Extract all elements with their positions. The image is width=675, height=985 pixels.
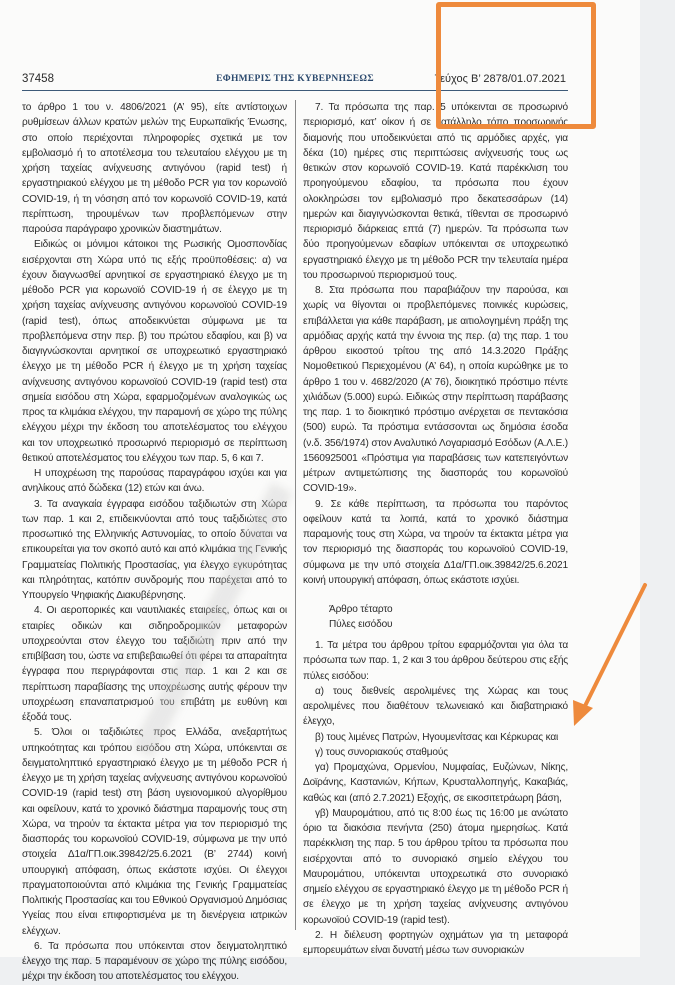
page-number: 37458 bbox=[22, 73, 54, 85]
paragraph: α) τους διεθνείς αερολιμένες της Χώρας και τους αερολιμένες που διαθέτουν τελωνειακό και διαβατηριακό έλεγχο, bbox=[303, 685, 568, 728]
article-title: Πύλες εισόδου bbox=[329, 619, 393, 630]
paragraph: 3. Τα αναγκαία έγγραφα εισόδου ταξιδιωτών στη Χώρα των παρ. 1 και 2, επιδεικνύονται από τους ταξιδιώτες στο προσωπικό της Ελληνικής Αστυνομίας, το οποίο δύναται να επικουρείται για τον σκοπό αυτό και από κλιμάκια της Γενικής Γραμματείας Πολιτικής Προστασίας, για έλεγχο εγκυρότητας και πληρότητας, κατόπιν συνδρομής που παρέχεται από το Υπουργείο Ψηφιακής Διακυβέρνησης. bbox=[22, 498, 287, 601]
paragraph: 7. Τα πρόσωπα της παρ. 5 υπόκεινται σε προσωρινό περιορισμό, κατ’ οίκον ή σε κατάλληλο τόπο προσωρινής διαμονής που υποδεικνύεται από τις αρμόδιες αρχές, για δέκα (10) ημέρες στις περιπτώσεις ανίχνευσής τους ως θετικών στον κορωνοϊό COVID-19. Κατά παρέκκλιση του προηγούμενου εδαφίου, τα πρόσωπα που έχουν ολοκληρώσει τον εμβολιασμό προ δεκατεσσάρων (14) ημερών και διαγιγνώσκονται θετικά, τίθενται σε προσωρινό περιορισμό διάρκειας επτά (7) ημερών. Τα πρόσωπα των δύο προηγούμενων εδαφίων υπόκεινται σε υποχρεωτικό εργαστηριακό έλεγχο με τη μέθοδο PCR την τελευταία ημέρα του προσωρινού περιορισμού τους. bbox=[303, 102, 568, 281]
paragraph: γβ) Μαυρομάτιου, από τις 8:00 έως τις 16:00 με ανώτατο όριο τα διακόσια πενήντα (250) άτομα ημερησίως. Κατά παρέκκλιση της παρ. 5 του άρθρου τρίτου τα πρόσωπα που εισέρχονται από το συνοριακό σημείο ελέγχου του Μαυρομάτιου, υπόκεινται υποχρεωτικά στο συνοριακό σημείο ελέγχου σε εργαστηριακό έλεγχο με τη μέθοδο PCR ή σε έλεγχο με τη χρήση ταχείας ανίχνευσης αντιγόνου κορωνοϊού COVID-19 (rapid test). bbox=[303, 807, 568, 926]
paragraph: γ) τους συνοριακούς σταθμούς bbox=[315, 746, 448, 758]
paragraph: Ειδικώς οι μόνιμοι κάτοικοι της Ρωσικής Ομοσπονδίας εισέρχονται στη Χώρα υπό τις εξής προϋποθέσεις: α) να έχουν διαγνωσθεί αρνητικοί σε εργαστηριακό έλεγχο με τη μέθοδο PCR για κορωνοϊό COVID-19 ή σε έλεγχο με τη χρήση ταχείας ανίχνευσης αντιγόνου κορωνοϊού COVID-19 (rapid test), όπως αποδεικνύεται σύμφωνα με τα προβλεπόμενα στην περ. β) του πρώτου εδαφίου, και β) να διαγιγνώσκονται αρνητικοί σε υποχρεωτικό εργαστηριακό έλεγχο με τη μέθοδο PCR ή έλεγχο με τη χρήση ταχείας ανίχνευσης αντιγόνου κορωνοϊού COVID-19 (rapid test) στα σημεία εισόδου στη Χώρα, εφαρμοζομένων αναλογικώς ως προς τα κλιμάκια ελέγχου, την παραμονή σε χώρο της πύλης ελέγχου μέχρι την έκδοση του αποτελέσματος του ελέγχου και τον υποχρεωτικό προσωρινό περιορισμό σε περίπτωση θετικού αποτελέσματος του ελέγχου των παρ. 5, 6 και 7. bbox=[22, 239, 287, 464]
paragraph: 9. Σε κάθε περίπτωση, τα πρόσωπα του παρόντος οφείλουν κατά τα λοιπά, κατά το χρονικό διάστημα παραμονής τους στη Χώρα, να τηρούν τα έκτακτα μέτρα για τον περιορισμό της διασποράς του κορωνοϊού COVID-19, σύμφωνα με την υπό στοιχεία Δ1α/ΓΠ.οικ.39842/25.6.2021 κοινή υπουργική απόφαση, όπως εκάστοτε ισχύει. bbox=[303, 498, 568, 586]
paragraph: 1. Τα μέτρα του άρθρου τρίτου εφαρμόζονται για όλα τα πρόσωπα των παρ. 1, 2 και 3 του άρθρου δεύτερου στις εξής πύλες εισόδου: bbox=[303, 640, 568, 682]
article-number: Άρθρο τέταρτο bbox=[329, 604, 393, 615]
publication-title: ΕΦΗΜΕΡΙΣ ΤΗΣ ΚΥΒΕΡΝΗΣΕΩΣ bbox=[216, 74, 374, 84]
issue-number: Τεύχος Β’ 2878/01.07.2021 bbox=[434, 73, 566, 85]
paragraph: 4. Οι αεροπορικές και ναυτιλιακές εταιρείες, όπως και οι εταιρίες οδικών και σιδηροδρομικών μεταφορών υποχρεούνται στον έλεγχο του ταξιδιώτη πριν από την επιβίβαση του, ώστε να επιβεβαιωθεί ότι φέρει τα απαραίτητα έγγραφα που περιγράφονται στις παρ. 1 και 2 και σε περίπτωση παραβίασης της υποχρέωσης αυτής φέρουν την υποχρέωση επαναπατρισμού του επιβάτη με ευθύνη και έξοδά τους. bbox=[22, 605, 287, 723]
paragraph: 5. Όλοι οι ταξιδιώτες προς Ελλάδα, ανεξαρτήτως υπηκοότητας και τρόπου εισόδου στη Χώρα, υπόκεινται σε δειγματοληπτικό εργαστηριακό έλεγχο με τη μέθοδο PCR ή έλεγχο με τη χρήση ταχείας ανίχνευσης αντιγόνου κορωνοϊού COVID-19 (rapid test) στη βάση υγειονομικού αλγορίθμου και οφείλουν, κατά το χρονικό διάστημα παραμονής τους στη Χώρα, να τηρούν τα έκτακτα μέτρα για τον περιορισμό της διασποράς του κορωνοϊού COVID-19, σύμφωνα με την υπό στοιχεία Δ1α/ΓΠ.οικ.39842/25.6.2021 (Β’ 2744) κοινή υπουργική απόφαση, όπως εκάστοτε ισχύει. Οι έλεγχοι πραγματοποιούνται από κλιμάκια της Γενικής Γραμματείας Πολιτικής Προστασίας και του Εθνικού Οργανισμού Δημόσιας Υγείας που είναι επιφορτισμένα με τη διενέργεια ιατρικών ελέγχων. bbox=[22, 727, 287, 937]
paragraph: 2. Η διέλευση φορτηγών οχημάτων για τη μεταφορά εμπορευμάτων είναι δυνατή μέσω των συνοριακών bbox=[303, 929, 568, 956]
paragraph: γα) Προμαχώνα, Ορμενίου, Νυμφαίας, Ευζώνων, Νίκης, Δοϊράνης, Καστανιών, Κήπων, Κρυσταλλοπηγής, Κακαβιάς, καθώς και (από 2.7.2021) Εξοχής, σε εικοσιτετράωρη βάση, bbox=[303, 762, 568, 804]
paragraph: το άρθρο 1 του ν. 4806/2021 (Α’ 95), είτε αντίστοιχων ρυθμίσεων άλλων κρατών μελών της Ευρωπαϊκής Ένωσης, στο οποίο περιέχονται πληροφορίες σχετικά με τον εμβολιασμό ή το αποτέλεσμα του τελευταίου ελέγχου με τη χρήση ταχείας ανίχνευσης αντιγόνου (rapid test) ή εργαστηριακού ελέγχου με τη μέθοδο PCR για τον κορωνοϊό COVID-19, ή τη νόσηση από τον κορωνοϊό COVID-19, κατά περίπτωση, τηρουμένων των προβλεπόμενων στην παρούσα παράγραφο χρονικών διαστημάτων. bbox=[22, 102, 287, 235]
paragraph: 8. Στα πρόσωπα που παραβιάζουν την παρούσα, και χωρίς να θίγονται οι προβλεπόμενες ποινικές κυρώσεις, επιβάλλεται για κάθε παράβαση, με αιτιολογημένη πράξη της αρμόδιας αρχής κατά την έννοια της περ. (α) της παρ. 1 του άρθρου εικοστού τρίτου της από 14.3.2020 Πράξης Νομοθετικού Περιεχομένου (Α’ 64), η οποία κυρώθηκε με το άρθρο 1 του ν. 4682/2020 (Α’ 76), διοικητικό πρόστιμο πέντε χιλιάδων (5.000) ευρώ. Ειδικώς στην περίπτωση παράβασης της παρ. 1 το διοικητικό πρόστιμο ανέρχεται σε πεντακόσια (500) ευρώ. Τα πρόστιμα εντάσσονται ως δημόσια έσοδα (ν.δ. 356/1974) στον Αναλυτικό Λογαριασμό Εσόδων (Α.Λ.Ε.) 1560925001 «Πρόστιμα για παραβάσεις των κατεπειγόντων μέτρων αντιμετώπισης της διασποράς του κορωνοϊού COVID-19». bbox=[303, 285, 568, 495]
paragraph: 6. Τα πρόσωπα που υπόκεινται στον δειγματοληπτικό έλεγχο της παρ. 5 παραμένουν σε χώρο της πύλης εισόδου, μέχρι την έκδοση του αποτελέσματος του ελέγχου. bbox=[22, 940, 287, 983]
paragraph: β) τους λιμένες Πατρών, Ηγουμενίτσας και Κέρκυρας και bbox=[315, 731, 559, 743]
paragraph: Η υποχρέωση της παρούσας παραγράφου ισχύει και για ανηλίκους από δώδεκα (12) ετών και άνω. bbox=[22, 468, 287, 495]
